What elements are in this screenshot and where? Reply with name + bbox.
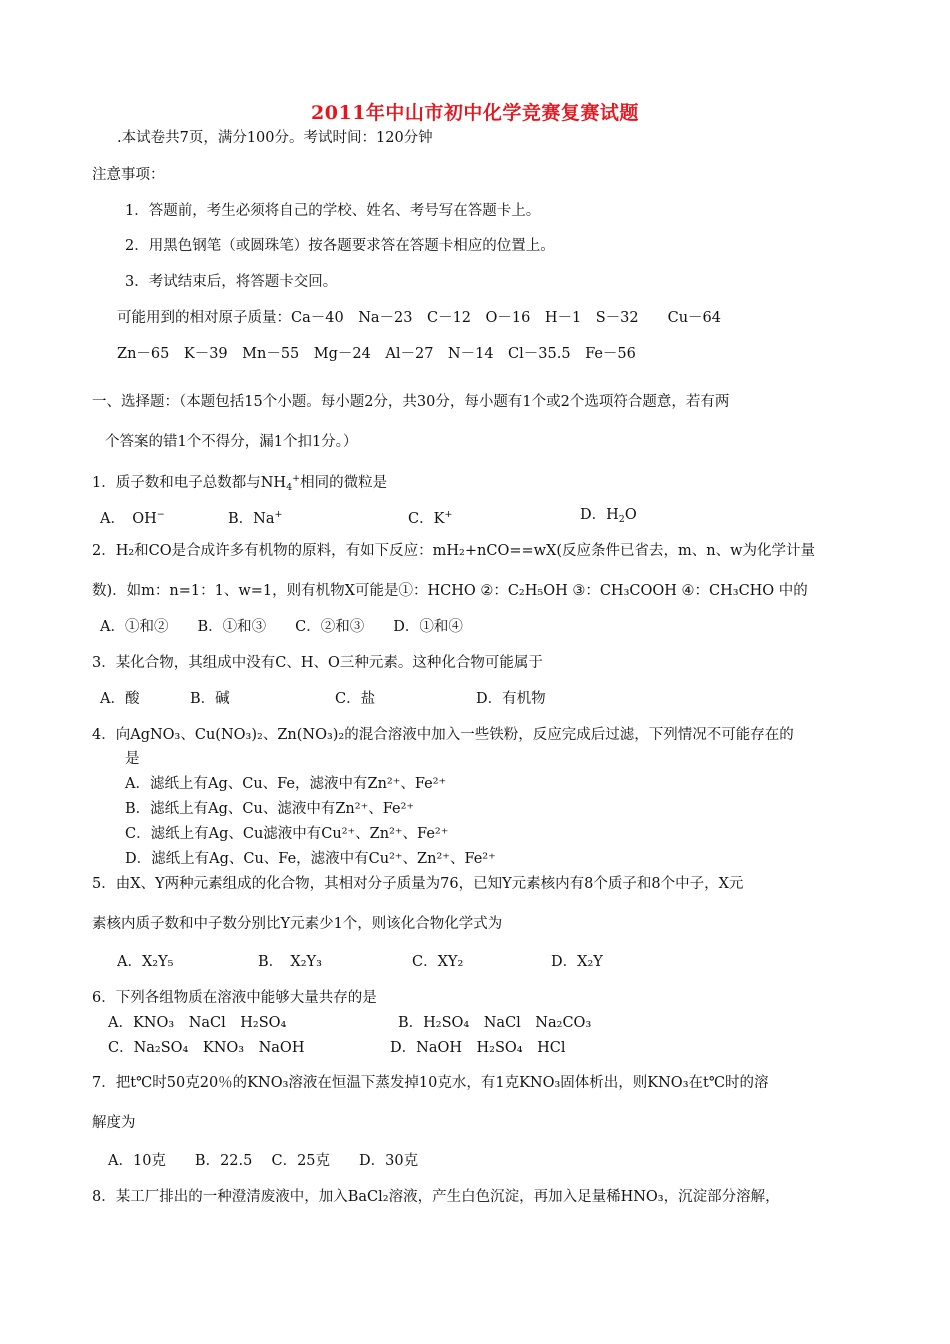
question-1-stem: 1．质子数和电子总数都与$NH_4^+$相同的微粒是 bbox=[92, 473, 388, 493]
question-2-options: A．①和② B．①和③ C．②和③ D．①和④ bbox=[100, 619, 463, 635]
atomic-masses-line: Zn－65 K－39 Mn－55 Mg－24 Al－27 N－14 Cl－35.5 Fe－56 bbox=[117, 346, 636, 362]
question-6-option-d: D．NaOH H₂SO₄ HCl bbox=[390, 1040, 566, 1056]
notes-heading: 注意事项： bbox=[92, 167, 165, 183]
note-item: 2．用黑色钢笔（或圆珠笔）按各题要求答在答题卡相应的位置上。 bbox=[125, 238, 555, 254]
question-5-stem: 5．由X、Y两种元素组成的化合物，其相对分子质量为76，已知Y元素核内有8个质子和8个中子，X元 bbox=[92, 876, 744, 892]
question-7-options: A．10克 B．22.5 C．25克 D．30克 bbox=[108, 1153, 419, 1169]
question-4-stem: 4．向AgNO₃、Cu(NO₃)₂、Zn(NO₃)₂的混合溶液中加入一些铁粉，反应完成后过滤，下列情况不可能存在的 bbox=[92, 727, 794, 743]
question-5-option-a: A．X₂Y₅ bbox=[117, 954, 174, 970]
exam-intro: .本试卷共7页，满分100分。考试时间：120分钟 bbox=[117, 130, 433, 146]
question-2-stem-cont: 数)．如m：n=1：1、w=1，则有机物X可能是①：HCHO ②：C₂H₅OH ③：CH₃COOH ④：CH₃CHO 中的 bbox=[92, 583, 808, 599]
question-5-option-d: D．X₂Y bbox=[551, 954, 603, 970]
question-1-option-c: C．K+ bbox=[408, 509, 453, 527]
section-heading-cont: 个答案的错1个不得分，漏1个扣1分。） bbox=[105, 434, 358, 450]
question-3-option-c: C．盐 bbox=[335, 691, 376, 707]
note-item: 3．考试结束后，将答题卡交回。 bbox=[125, 274, 338, 290]
question-4-option-c: C．滤纸上有Ag、Cu滤液中有Cu²⁺、Zn²⁺、Fe²⁺ bbox=[125, 826, 449, 842]
question-1-option-b: B．Na+ bbox=[228, 509, 283, 527]
question-2-stem: 2．H₂和CO是合成许多有机物的原料，有如下反应：mH₂+nCO==wX(反应条件已省去，m、n、w为化学计量 bbox=[92, 543, 816, 559]
question-5-option-b: B． X₂Y₃ bbox=[258, 954, 322, 970]
question-4-stem-cont: 是 bbox=[125, 751, 140, 767]
atomic-masses-line: 可能用到的相对原子质量：Ca－40 Na－23 C－12 O－16 H－1 S－32 Cu－64 bbox=[117, 310, 721, 326]
question-3-stem: 3．某化合物，其组成中没有C、H、O三种元素。这种化合物可能属于 bbox=[92, 655, 543, 671]
question-1-option-a: A． OH− bbox=[100, 509, 165, 527]
question-8-stem: 8．某工厂排出的一种澄清废液中，加入BaCl₂溶液，产生白色沉淀，再加入足量稀HNO₃，沉淀部分溶解， bbox=[92, 1189, 780, 1205]
question-3-option-b: B．碱 bbox=[190, 691, 230, 707]
note-item: 1．答题前，考生必须将自己的学校、姓名、考号写在答题卡上。 bbox=[125, 203, 541, 219]
page-title: 2011年中山市初中化学竞赛复赛试题 bbox=[311, 102, 639, 124]
question-5-stem-cont: 素核内质子数和中子数分别比Y元素少1个，则该化合物化学式为 bbox=[92, 916, 503, 932]
question-6-option-b: B．H₂SO₄ NaCl Na₂CO₃ bbox=[398, 1015, 592, 1031]
question-1-option-d: D．$H_2O$ bbox=[580, 507, 637, 525]
question-3-option-a: A．酸 bbox=[100, 691, 140, 707]
question-4-option-a: A．滤纸上有Ag、Cu、Fe，滤液中有Zn²⁺、Fe²⁺ bbox=[125, 776, 447, 792]
question-7-stem: 7．把t℃时50克20％的KNO₃溶液在恒温下蒸发掉10克水，有1克KNO₃固体析出，则KNO₃在t℃时的溶 bbox=[92, 1075, 769, 1091]
question-3-option-d: D．有机物 bbox=[476, 691, 546, 707]
question-6-option-a: A．KNO₃ NaCl H₂SO₄ bbox=[108, 1015, 287, 1031]
question-4-option-b: B．滤纸上有Ag、Cu、滤液中有Zn²⁺、Fe²⁺ bbox=[125, 801, 415, 817]
question-6-option-c: C．Na₂SO₄ KNO₃ NaOH bbox=[108, 1040, 305, 1056]
section-heading: 一、选择题：（本题包括15个小题。每小题2分，共30分，每小题有1个或2个选项符合题意，若有两 bbox=[92, 394, 730, 410]
question-7-stem-cont: 解度为 bbox=[92, 1115, 136, 1131]
question-6-stem: 6．下列各组物质在溶液中能够大量共存的是 bbox=[92, 990, 377, 1006]
question-5-option-c: C．XY₂ bbox=[412, 954, 464, 970]
question-4-option-d: D．滤纸上有Ag、Cu、Fe，滤液中有Cu²⁺、Zn²⁺、Fe²⁺ bbox=[125, 851, 496, 867]
